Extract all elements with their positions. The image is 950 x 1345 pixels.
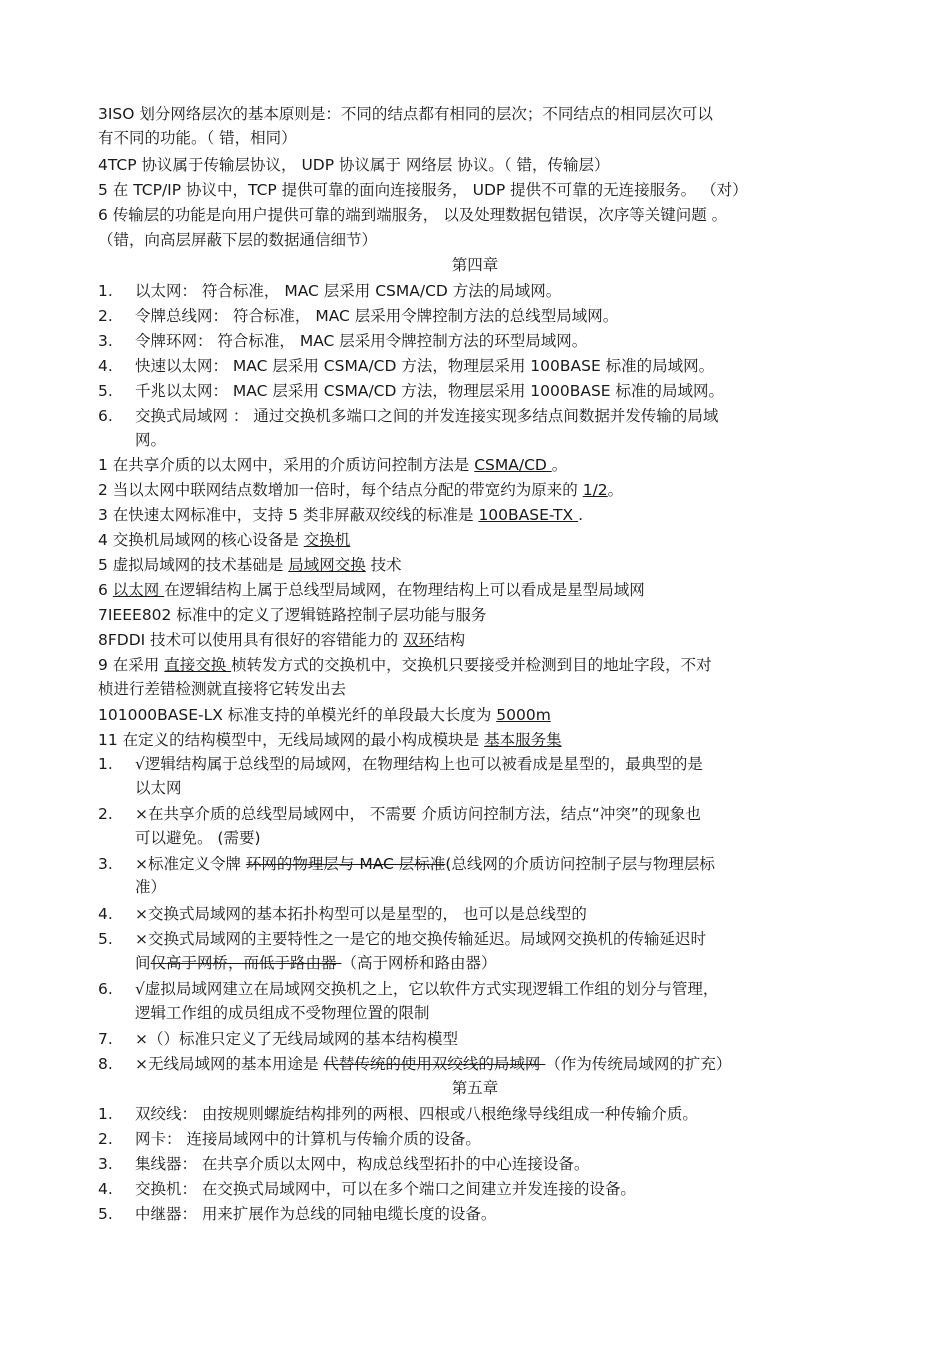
fill-text: . — [578, 506, 584, 524]
judge-6-line1: √虚拟局域网建立在局域网交换机之上，它以软件方式实现逻辑工作组的划分与管理， — [135, 980, 719, 998]
def-number: 1. — [98, 282, 113, 300]
q3-line2: 有不同的功能。（ 错，相同） — [98, 129, 297, 147]
judge-3-line1 — [135, 852, 715, 877]
q5-line: 5 在 TCP/IP 协议中，TCP 提供可靠的面向连接服务， UDP 提供不可靠的无连接服务。 （对） — [98, 181, 748, 199]
fill-text: 6 — [98, 581, 113, 599]
fill-text: 4 交换机局域网的核心设备是 — [98, 531, 304, 549]
fill-answer: 基本服务集 — [484, 731, 562, 749]
struck-text: 代替传统的使用双绞线的局域网 — [323, 1055, 546, 1073]
fill-text: 8FDDI 技术可以使用具有很好的容错能力的 — [98, 631, 404, 649]
fill-text: 在逻辑结构上属于总线型局域网，在物理结构上可以看成是星型局域网 — [164, 581, 645, 599]
q6-line2: （错，向高层屏蔽下层的数据通信细节） — [98, 231, 378, 249]
judge-number: 2. — [98, 805, 113, 823]
judge-7-line: ×（）标准只定义了无线局域网的基本结构模型 — [135, 1030, 458, 1048]
judge-number: 1. — [98, 755, 113, 773]
def-text: 集线器： 在共享介质以太网中，构成总线型拓扑的中心连接设备。 — [135, 1155, 590, 1173]
q6-line1: 6 传输层的功能是向用户提供可靠的端到端服务， 以及处理数据包错误，次序等关键问题 。 — [98, 206, 728, 224]
fill-answer: 100BASE-TX — [478, 506, 579, 524]
q3-line1: 3ISO 划分网络层次的基本原则是：不同的结点都有相同的层次；不同结点的相同层次可以 — [98, 105, 713, 123]
judge-8-line — [135, 1052, 731, 1077]
def-number: 4. — [98, 1180, 113, 1198]
fill-text: 。 — [607, 481, 624, 499]
fill-1 — [98, 453, 567, 478]
fill-text: 。 — [551, 456, 568, 474]
judge-6-line2: 逻辑工作组的成员组成不受物理位置的限制 — [135, 1004, 430, 1022]
q4-line: 4TCP 协议属于传输层协议， UDP 协议属于 网络层 协议。（ 错，传输层） — [98, 156, 610, 174]
fill-text: 1 在共享介质的以太网中，采用的介质访问控制方法是 — [98, 456, 475, 474]
judge-text: (总线网的介质访问控制子层与物理层标 — [445, 855, 715, 873]
struck-text: 环网的物理层与 MAC 层标准 — [245, 855, 446, 873]
def-number: 3. — [98, 332, 113, 350]
chapter5-title: 第五章 — [451, 1079, 499, 1097]
fill-text: 5 虚拟局域网的技术基础是 — [98, 556, 289, 574]
judge-2-line1: ×在共享介质的总线型局域网中， 不需要 介质访问控制方法，结点“冲突”的现象也 — [135, 805, 701, 823]
judge-5-line1: ×交换式局域网的主要特性之一是它的地交换传输延迟。局域网交换机的传输延迟时 — [135, 930, 706, 948]
def-text: 双绞线： 由按规则螺旋结构排列的两根、四根或八根绝缘导线组成一种传输介质。 — [135, 1105, 698, 1123]
fill-answer: 局域网交换 — [288, 556, 366, 574]
fill-text: 11 在定义的结构模型中，无线局域网的最小构成模块是 — [98, 731, 485, 749]
fill-answer: 直接交换 — [164, 656, 232, 674]
fill-7: 7IEEE802 标准中的定义了逻辑链路控制子层功能与服务 — [98, 606, 487, 624]
fill-text: 9 在采用 — [98, 656, 165, 674]
def-text: 快速以太网： MAC 层采用 CSMA/CD 方法，物理层采用 100BASE 标准的局域网。 — [135, 357, 715, 375]
def-text: 以太网： 符合标准， MAC 层采用 CSMA/CD 方法的局域网。 — [135, 282, 562, 300]
def-text: 令牌环网： 符合标准， MAC 层采用令牌控制方法的环型局域网。 — [135, 332, 588, 350]
def-text-cont: 网。 — [135, 431, 167, 449]
judge-text: （作为传统局域网的扩充） — [545, 1055, 732, 1073]
struck-text: 仅高于网桥，而低于路由器 — [150, 954, 342, 972]
def-number: 3. — [98, 1155, 113, 1173]
fill-8 — [98, 628, 465, 653]
def-number: 2. — [98, 1130, 113, 1148]
def-text: 令牌总线网： 符合标准， MAC 层采用令牌控制方法的总线型局域网。 — [135, 307, 619, 325]
judge-1-line1: √逻辑结构属于总线型的局域网，在物理结构上也可以被看成是星型的，最典型的是 — [135, 755, 703, 773]
def-text: 中继器： 用来扩展作为总线的同轴电缆长度的设备。 — [135, 1205, 497, 1223]
def-text: 千兆以太网： MAC 层采用 CSMA/CD 方法，物理层采用 1000BASE 标准的局域网。 — [135, 382, 725, 400]
def-number: 5. — [98, 382, 113, 400]
def-number: 4. — [98, 357, 113, 375]
fill-text: 2 当以太网中联网结点数增加一倍时，每个结点分配的带宽约为原来的 — [98, 481, 583, 499]
fill-answer: 以太网 — [112, 581, 165, 599]
judge-5-line2 — [135, 951, 496, 976]
judge-text: ×无线局域网的基本用途是 — [135, 1055, 324, 1073]
judge-number: 8. — [98, 1055, 113, 1073]
fill-10 — [98, 703, 551, 728]
def-text: 交换式局域网 ： 通过交换机多端口之间的并发连接实现多结点间数据并发传输的局域 — [135, 407, 719, 425]
judge-number: 4. — [98, 905, 113, 923]
fill-6 — [98, 578, 645, 603]
chapter4-title: 第四章 — [451, 256, 499, 274]
def-text: 交换机： 在交换式局域网中，可以在多个端口之间建立并发连接的设备。 — [135, 1180, 636, 1198]
fill-9 — [98, 653, 712, 678]
fill-3 — [98, 503, 583, 528]
def-number: 1. — [98, 1105, 113, 1123]
fill-text: 结构 — [434, 631, 466, 649]
fill-text: 技术 — [365, 556, 402, 574]
judge-text: （高于网桥和路由器） — [341, 954, 497, 972]
judge-number: 7. — [98, 1030, 113, 1048]
fill-answer: CSMA/CD — [474, 456, 552, 474]
judge-2-line2: 可以避免。 (需要) — [135, 829, 261, 847]
fill-5 — [98, 553, 402, 578]
fill-answer: 1/2 — [582, 481, 608, 499]
judge-number: 6. — [98, 980, 113, 998]
fill-2 — [98, 478, 623, 503]
fill-text: 桢转发方式的交换机中，交换机只要接受并检测到目的地址字段，不对 — [231, 656, 712, 674]
def-number: 6. — [98, 407, 113, 425]
judge-4-line: ×交换式局域网的基本拓扑构型可以是星型的， 也可以是总线型的 — [135, 905, 587, 923]
fill-answer: 交换机 — [303, 531, 351, 549]
fill-11 — [98, 728, 562, 753]
fill-answer: 双环 — [403, 631, 435, 649]
def-number: 2. — [98, 307, 113, 325]
fill-4 — [98, 528, 350, 553]
judge-3-line2: 准） — [135, 878, 167, 896]
fill-9-cont: 桢进行差错检测就直接将它转发出去 — [98, 680, 347, 698]
judge-number: 3. — [98, 855, 113, 873]
judge-text: ×标准定义令牌 — [135, 855, 246, 873]
fill-text: 3 在快速太网标准中，支持 5 类非屏蔽双绞线的标准是 — [98, 506, 479, 524]
fill-answer: 5000m — [496, 706, 551, 724]
def-number: 5. — [98, 1205, 113, 1223]
def-text: 网卡： 连接局域网中的计算机与传输介质的设备。 — [135, 1130, 481, 1148]
judge-text: 间 — [135, 954, 151, 972]
judge-number: 5. — [98, 930, 113, 948]
judge-1-line2: 以太网 — [135, 779, 182, 797]
fill-text: 101000BASE-LX 标准支持的单模光纤的单段最大长度为 — [98, 706, 497, 724]
